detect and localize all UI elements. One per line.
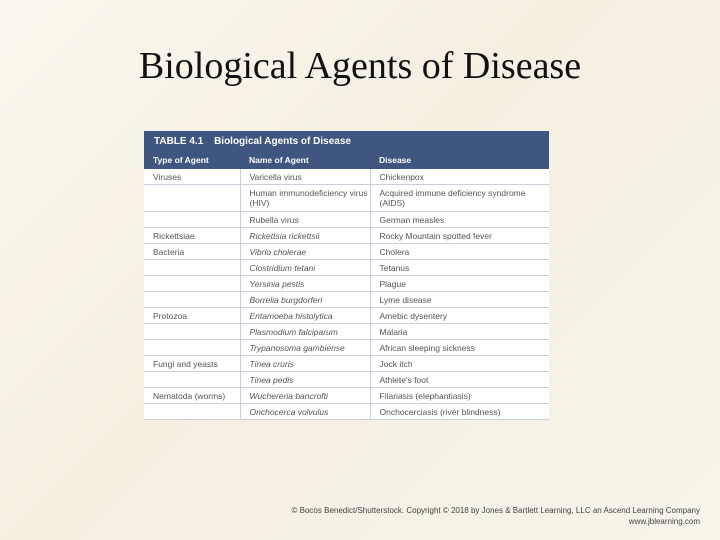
table-caption-text: Biological Agents of Disease [214,136,351,147]
table-row [144,356,549,372]
disease-table [144,131,549,420]
header-type-of-agent: Type of Agent [144,152,240,169]
slide-title: Biological Agents of Disease [138,45,582,87]
disease-cell: Rocky Mountain spotted fever [370,228,549,244]
agent-cell: Wuchereria bancrofti [240,388,370,404]
type-cell [144,276,240,292]
table-row [144,212,549,228]
agent-cell: Clostridium tetani [240,260,370,276]
disease-cell: Tetanus [370,260,549,276]
agent-cell: Varicella virus [240,169,370,185]
table-row [144,340,549,356]
agent-cell: Vibrio cholerae [240,244,370,260]
agent-cell: Entamoeba histolytica [240,308,370,324]
table-header-row [144,152,549,169]
table-row [144,324,549,340]
table-row [144,185,549,212]
type-cell [144,324,240,340]
agent-cell: Onchocerca volvulus [240,404,370,420]
table-caption [144,131,549,152]
agent-cell: Yersinia pestis [240,276,370,292]
type-cell [144,372,240,388]
agent-cell: Tinea cruris [240,356,370,372]
table-row [144,404,549,420]
disease-cell: Amebic dysentery [370,308,549,324]
table-row [144,308,549,324]
disease-cell: African sleeping sickness [370,340,549,356]
agent-cell: Plasmodium falciparum [240,324,370,340]
type-cell: Protozoa [144,308,240,324]
type-cell [144,185,240,212]
type-cell [144,340,240,356]
table-row [144,372,549,388]
header-disease: Disease [370,152,549,169]
type-cell: Bacteria [144,244,240,260]
type-cell: Fungi and yeasts [144,356,240,372]
disease-cell: Filariasis (elephantiasis) [370,388,549,404]
type-cell [144,404,240,420]
disease-cell: Athlete's foot [370,372,549,388]
disease-cell: Acquired immune deficiency syndrome (AIDS) [370,185,549,212]
table-row [144,228,549,244]
header-name-of-agent: Name of Agent [240,152,370,169]
agent-cell: Rubella virus [240,212,370,228]
agent-cell: Human immunodeficiency virus (HIV) [240,185,370,212]
disease-cell: Jock itch [370,356,549,372]
type-cell [144,260,240,276]
type-cell [144,212,240,228]
disease-cell: Cholera [370,244,549,260]
agent-cell: Tinea pedis [240,372,370,388]
disease-cell: Plague [370,276,549,292]
type-cell: Nematoda (worms) [144,388,240,404]
type-cell [144,292,240,308]
table-row [144,388,549,404]
type-cell: Viruses [144,169,240,185]
disease-cell: Onchocerciasis (river blindness) [370,404,549,420]
disease-cell: German measles [370,212,549,228]
table-row [144,292,549,308]
disease-cell: Malaria [370,324,549,340]
copyright-credit [292,505,700,527]
disease-cell: Chickenpox [370,169,549,185]
table-row [144,169,549,185]
credit-line-2: www.jblearning.com [628,517,700,526]
agent-cell: Borrelia burgdorferi [240,292,370,308]
table-row [144,260,549,276]
disease-cell: Lyme disease [370,292,549,308]
table-number: TABLE 4.1 [154,136,204,147]
table-row [144,244,549,260]
table-row [144,276,549,292]
agent-cell: Trypanosoma gambiense [240,340,370,356]
agent-cell: Rickettsia rickettsii [240,228,370,244]
credit-line-1: © Bocos Benedict/Shutterstock. Copyright © 2018 by Jones & Bartlett Learning, LLC an Ascend Learning Company [291,506,700,515]
type-cell: Rickettsiae [144,228,240,244]
